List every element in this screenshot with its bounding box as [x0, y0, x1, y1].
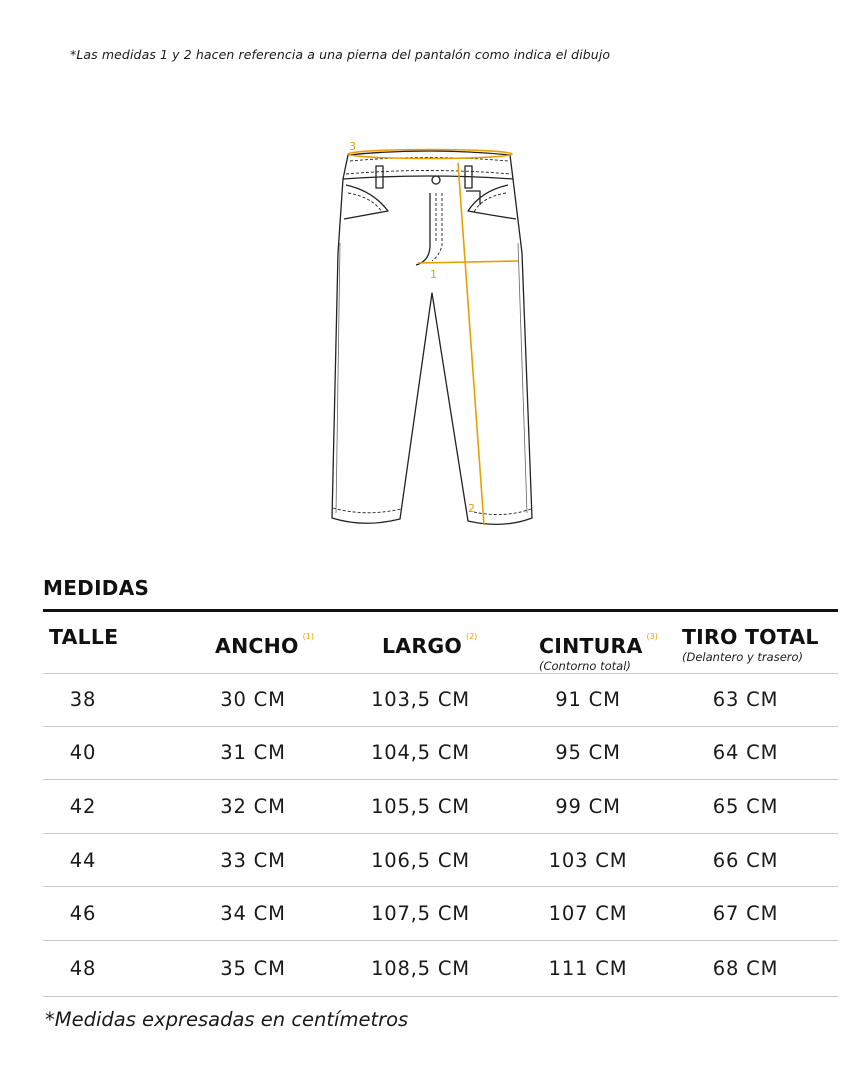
- measurement-note: *Las medidas 1 y 2 hacen referencia a una pierna del pantalón como indica el dibujo: [70, 47, 611, 62]
- cell-tiro: 64 CM: [712, 741, 779, 765]
- cell-ancho: 31 CM: [220, 741, 286, 765]
- ref-1: (1): [302, 632, 314, 641]
- cell-talle: 42: [69, 794, 97, 818]
- cell-ancho: 30 CM: [220, 687, 286, 711]
- marker-3: 3: [349, 140, 356, 153]
- cell-largo: 104,5 CM: [371, 741, 470, 765]
- cell-largo: 108,5 CM: [371, 956, 470, 980]
- ref-3: (3): [646, 632, 658, 641]
- cell-talle: 40: [69, 741, 97, 765]
- table-header: [43, 612, 838, 674]
- cell-ancho: 34 CM: [220, 902, 286, 926]
- cell-tiro: 66 CM: [712, 848, 779, 872]
- table-row: [43, 834, 838, 888]
- size-table-body: [43, 673, 838, 997]
- cell-largo: 103,5 CM: [371, 687, 470, 711]
- cell-talle: 48: [69, 956, 97, 980]
- table-row: [43, 780, 838, 834]
- cell-largo: 107,5 CM: [371, 902, 470, 926]
- header-cintura: CINTURA $^{(3)}$ (Contorno total): [539, 632, 658, 673]
- cell-talle: 38: [69, 687, 97, 711]
- header-talle: TALLE: [49, 625, 119, 649]
- table-row: [43, 941, 838, 997]
- marker-2: 2: [468, 502, 475, 515]
- table-row: [43, 887, 838, 941]
- pants-diagram: [318, 133, 533, 533]
- header-largo: LARGO $^{(2)}$: [382, 632, 478, 658]
- cell-cintura: 91 CM: [555, 687, 621, 711]
- cell-cintura: 111 CM: [548, 956, 628, 980]
- tiro-subtitle: (Delantero y trasero): [682, 650, 804, 664]
- cell-tiro: 67 CM: [712, 902, 779, 926]
- cell-cintura: 95 CM: [555, 741, 621, 765]
- marker-1: 1: [430, 268, 437, 281]
- cell-talle: 46: [69, 902, 97, 926]
- cell-largo: 105,5 CM: [371, 794, 470, 818]
- table-row: [43, 673, 838, 727]
- table-row: [43, 727, 838, 781]
- section-title: MEDIDAS: [43, 576, 150, 600]
- cell-tiro: 65 CM: [712, 794, 779, 818]
- cell-cintura: 103 CM: [548, 848, 628, 872]
- cell-tiro: 63 CM: [712, 687, 779, 711]
- cell-cintura: 107 CM: [548, 902, 628, 926]
- units-note: *Medidas expresadas en centímetros: [45, 1008, 409, 1031]
- cell-cintura: 99 CM: [555, 794, 621, 818]
- cintura-subtitle: (Contorno total): [539, 659, 631, 673]
- cell-ancho: 35 CM: [220, 956, 286, 980]
- cell-ancho: 33 CM: [220, 848, 286, 872]
- cell-largo: 106,5 CM: [371, 848, 470, 872]
- header-tiro: TIRO TOTAL (Delantero y trasero): [682, 625, 819, 664]
- cell-ancho: 32 CM: [220, 794, 286, 818]
- ref-2: (2): [465, 632, 478, 641]
- cell-tiro: 68 CM: [712, 956, 779, 980]
- header-ancho: ANCHO $^{(1)}$: [215, 632, 314, 658]
- cell-talle: 44: [69, 848, 97, 872]
